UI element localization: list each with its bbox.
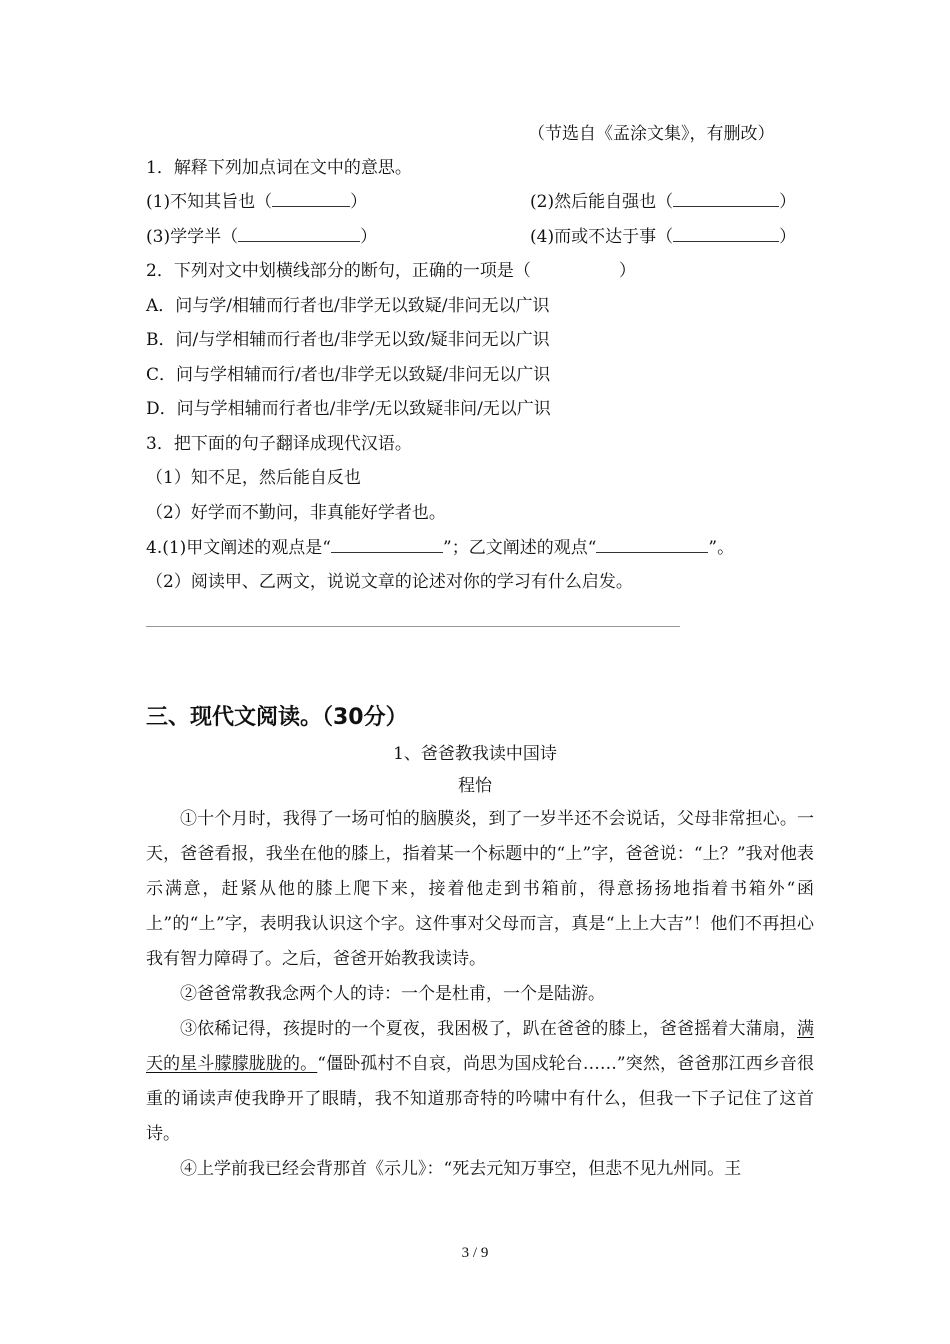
answer-blank[interactable] xyxy=(673,191,779,207)
answer-blank[interactable] xyxy=(596,537,708,553)
article-body xyxy=(146,802,814,1187)
q2-option-b: B．问/与学相辅而行者也/非学无以致/疑非问无以广识 xyxy=(146,330,550,350)
section-heading: 三、现代文阅读。（30分） xyxy=(146,705,408,730)
paragraph-2: ②爸爸常教我念两个人的诗：一个是杜甫，一个是陆游。 xyxy=(180,984,605,1004)
paragraph-1: ①十个月时，我得了一场可怕的脑膜炎，到了一岁半还不会说话，父母非常担心。一天，爸爸看报，我坐在他的膝上，指着某一个标题中的“上”字，爸爸说：“上？”我对他表示满意，赶紧从他的膝上爬下来，接着他走到书箱前，得意扬扬地指着书箱外“函上”的“上”字，表明我认识这个字。这件事对父母而言，真是“上上大吉”！他们不再担心我有智力障碍了。之后，爸爸开始教我读诗。 xyxy=(146,809,814,969)
source-note: （节选自《孟涂文集》，有删改） xyxy=(528,124,775,144)
q1-stem: 1．解释下列加点词在文中的意思。 xyxy=(146,158,412,178)
q1-item-3: (3)学学半（ ） xyxy=(146,227,378,247)
q2-option-d: D．问与学相辅而行者也/非学/无以致疑非问/无以广识 xyxy=(146,399,551,419)
q2-option-a: A．问与学/相辅而行者也/非学无以致疑/非问无以广识 xyxy=(146,296,550,316)
answer-line[interactable] xyxy=(146,626,680,627)
answer-blank[interactable] xyxy=(238,226,360,242)
q1-item-4: (4)而或不达于事（ ） xyxy=(530,227,797,247)
q2-stem: 2．下列对文中划横线部分的断句，正确的一项是（ ） xyxy=(146,261,636,281)
answer-blank[interactable] xyxy=(673,226,779,242)
q1-item-2: (2)然后能自强也（ ） xyxy=(530,192,797,212)
paragraph-3: ③依稀记得，孩提时的一个夏夜，我困极了，趴在爸爸的膝上，爸爸摇着大蒲扇，满天的星斗朦朦胧胧的。“僵卧孤村不自哀，尚思为国戍轮台……”突然，爸爸那江西乡音很重的诵读声使我睁开了眼睛，我不知道那奇特的吟啸中有什么，但我一下子记住了这首诗。 xyxy=(146,1019,814,1144)
answer-blank[interactable] xyxy=(331,537,443,553)
q4-part1: 4.(1)甲文阐述的观点是“ ”；乙文阐述的观点“ ”。 xyxy=(146,538,735,558)
q3-stem: 3．把下面的句子翻译成现代汉语。 xyxy=(146,434,412,454)
answer-blank[interactable] xyxy=(272,191,350,207)
paragraph-4: ④上学前我已经会背那首《示儿》：“死去元知万事空，但悲不见九州同。王 xyxy=(180,1159,742,1179)
article-author: 程怡 xyxy=(458,776,492,796)
article-title: 1、爸爸教我读中国诗 xyxy=(393,744,557,764)
page-number: 3 / 9 xyxy=(461,1245,489,1261)
q1-item-1: (1)不知其旨也（ ） xyxy=(146,192,368,212)
underlined-sentence: 满天的星斗朦朦胧胧的。 xyxy=(146,1019,814,1074)
q4-part2: （2）阅读甲、乙两文，说说文章的论述对你的学习有什么启发。 xyxy=(146,572,633,592)
q2-option-c: C．问与学相辅而行/者也/非学无以致疑/非问无以广识 xyxy=(146,365,551,385)
q3-item-1: （1）知不足，然后能自反也 xyxy=(146,468,361,488)
q3-item-2: （2）好学而不勤问，非真能好学者也。 xyxy=(146,503,446,523)
